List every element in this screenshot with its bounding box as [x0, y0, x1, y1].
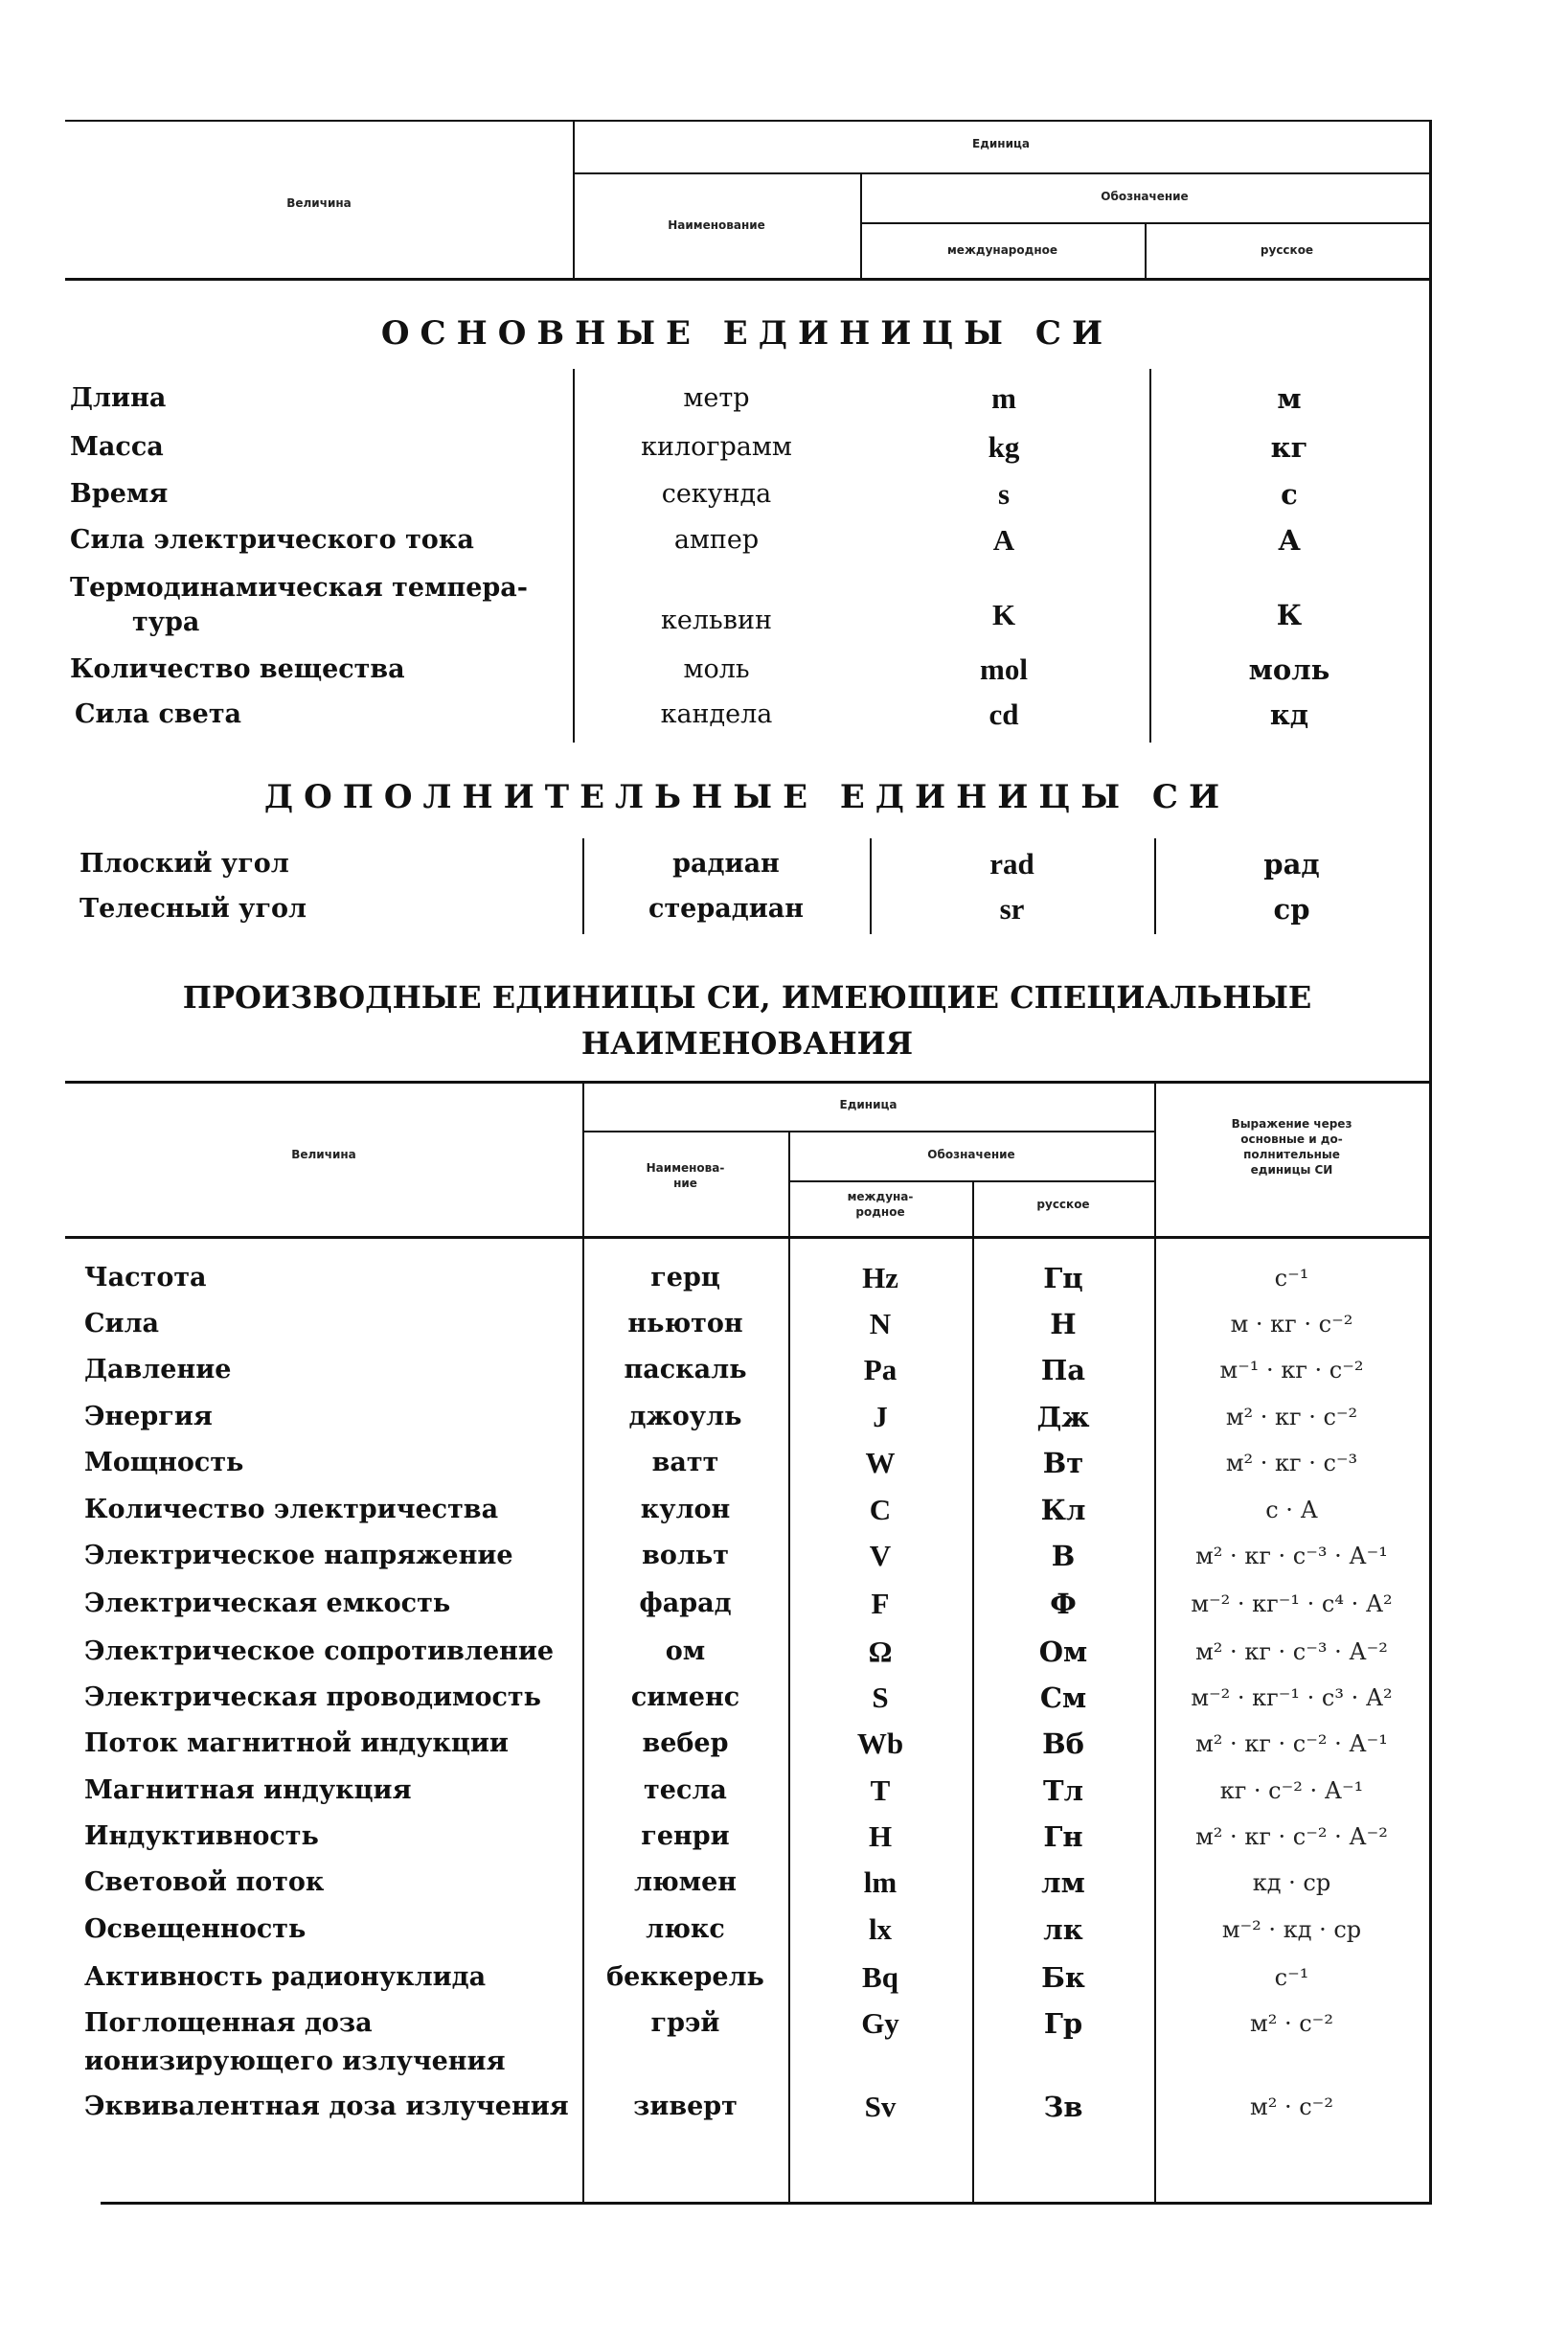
quantity-cell: Сила [84, 1309, 160, 1338]
rus-symbol-cell: лм [1041, 1866, 1085, 1899]
unit-name-cell: радиан [672, 849, 780, 879]
base-units-title: ОСНОВНЫЕ ЕДИНИЦЫ СИ [380, 314, 1114, 353]
derived-header-quantity: Величина [291, 1148, 356, 1161]
unit-name-cell: кандела [660, 699, 773, 729]
bottom-rule [101, 2202, 1432, 2205]
intl-symbol-cell: kg [988, 430, 1020, 464]
derived-header-expression-2: основные и до- [1240, 1132, 1343, 1146]
header-name: Наименование [668, 218, 765, 232]
derived-header-symbol: Обозначение [927, 1148, 1015, 1161]
si-expression-cell: м² · кг · с⁻² · А⁻¹ [1195, 1730, 1388, 1757]
quantity-cell-continued: тура [132, 607, 200, 637]
intl-symbol-cell: S [872, 1681, 889, 1714]
unit-name-cell: беккерель [606, 1962, 764, 1992]
quantity-cell: Время [70, 479, 169, 509]
table-row [65, 1487, 1429, 1533]
intl-symbol-cell: J [873, 1400, 888, 1433]
si-expression-cell: м² · с⁻² [1250, 2093, 1333, 2120]
intl-symbol-cell: Pa [863, 1353, 898, 1386]
rus-symbol-cell: А [1278, 524, 1301, 557]
intl-symbol-cell: rad [989, 847, 1034, 881]
si-expression-cell: м · кг · с⁻² [1230, 1311, 1353, 1338]
unit-name-cell: моль [683, 654, 750, 684]
quantity-cell: Электрическое напряжение [84, 1541, 513, 1570]
intl-symbol-cell: m [991, 381, 1016, 415]
table-row [65, 692, 1429, 738]
intl-symbol-cell: Wb [856, 1727, 904, 1760]
si-expression-cell: м² · кг · с⁻³ · А⁻¹ [1195, 1543, 1388, 1569]
quantity-cell: Сила света [75, 699, 242, 729]
intl-symbol-cell: K [991, 598, 1016, 631]
rus-symbol-cell: кг [1270, 431, 1308, 464]
header-russian: русское [1260, 243, 1314, 257]
rus-symbol-cell: См [1039, 1681, 1087, 1714]
si-expression-cell: с · А [1265, 1497, 1318, 1523]
table-row [65, 1581, 1429, 1627]
unit-name-cell: герц [650, 1263, 720, 1292]
quantity-cell: Масса [70, 432, 164, 462]
unit-name-cell: кулон [640, 1495, 731, 1524]
rus-symbol-cell: Гн [1043, 1820, 1083, 1853]
si-expression-cell: м² · кг · с⁻³ [1225, 1450, 1358, 1476]
derived-header-expression-4: единицы СИ [1250, 1163, 1333, 1177]
intl-symbol-cell: sr [999, 892, 1025, 926]
rus-symbol-cell: Гр [1043, 2007, 1083, 2040]
derived-header-name: Наименова- [646, 1161, 725, 1175]
intl-symbol-cell: W [865, 1446, 896, 1479]
table-row [65, 471, 1429, 517]
derived-header-intl: междуна- [847, 1190, 914, 1203]
intl-symbol-cell: T [870, 1773, 891, 1807]
table-row [65, 1814, 1429, 1860]
si-expression-cell: м² · кг · с⁻² [1225, 1404, 1358, 1430]
intl-symbol-cell: Ω [868, 1635, 893, 1668]
si-expression-cell: м² · кг · с⁻² · А⁻² [1195, 1823, 1388, 1850]
table-row [65, 1394, 1429, 1440]
quantity-cell: Эквивалентная доза излучения [84, 2092, 569, 2121]
derived-header-expression-3: полнительные [1243, 1148, 1340, 1161]
table-row [65, 1860, 1429, 1906]
unit-name-cell: генри [641, 1821, 730, 1851]
unit-name-cell: ом [665, 1636, 706, 1666]
unit-name-cell: метр [683, 383, 750, 413]
unit-name-cell: джоуль [628, 1402, 742, 1431]
intl-symbol-cell: Bq [862, 1960, 898, 1994]
table-row [65, 1440, 1429, 1486]
unit-name-cell: ватт [651, 1448, 719, 1477]
unit-name-cell: кельвин [661, 606, 772, 635]
intl-symbol-cell: lx [868, 1912, 893, 1946]
derived-header-expression: Выражение через [1231, 1117, 1352, 1131]
quantity-cell: Частота [84, 1263, 207, 1292]
quantity-cell: Магнитная индукция [84, 1775, 412, 1805]
quantity-cell: Сила электрического тока [70, 525, 474, 555]
table-row [65, 841, 1429, 887]
table-row [65, 1955, 1429, 2001]
table-row [65, 1533, 1429, 1579]
si-expression-cell: кг · с⁻² · А⁻¹ [1219, 1777, 1364, 1804]
rus-symbol-cell: В [1051, 1540, 1076, 1572]
intl-symbol-cell: s [997, 477, 1011, 511]
derived-header-russian: русское [1036, 1198, 1090, 1211]
unit-name-cell: секунда [661, 479, 772, 509]
derived-units-title: ПРОИЗВОДНЫЕ ЕДИНИЦЫ СИ, ИМЕЮЩИЕ СПЕЦИАЛЬНЫЕ [182, 979, 1312, 1016]
table-row [65, 647, 1429, 693]
unit-name-cell: грэй [650, 2008, 720, 2038]
unit-name-cell: килограмм [641, 432, 792, 462]
quantity-cell: Световой поток [84, 1867, 325, 1897]
quantity-cell: Электрическая проводимость [84, 1682, 541, 1712]
intl-symbol-cell: cd [989, 698, 1019, 731]
rus-symbol-cell: Тл [1042, 1774, 1084, 1807]
quantity-cell: Длина [70, 383, 167, 413]
quantity-cell: Электрическая емкость [84, 1589, 451, 1618]
quantity-cell: Поглощенная доза [84, 2008, 373, 2038]
table-row [65, 886, 1429, 932]
si-expression-cell: м⁻² · кд · ср [1221, 1916, 1362, 1943]
rus-symbol-cell: с [1281, 478, 1298, 511]
unit-name-cell: фарад [639, 1589, 732, 1618]
si-expression-cell: м² · кг · с⁻³ · А⁻² [1195, 1638, 1388, 1665]
rus-symbol-cell: Бк [1041, 1961, 1085, 1994]
quantity-cell: Энергия [84, 1402, 213, 1431]
table-row [65, 2001, 1429, 2077]
rus-symbol-cell: лк [1043, 1913, 1083, 1946]
unit-name-cell: вольт [642, 1541, 729, 1570]
rus-symbol-cell: Ф [1050, 1588, 1077, 1620]
unit-name-cell: сименс [630, 1682, 740, 1712]
header-quantity: Величина [286, 196, 352, 210]
table-row [65, 1347, 1429, 1393]
unit-name-cell: зиверт [633, 2092, 738, 2121]
intl-symbol-cell: F [871, 1587, 890, 1620]
si-expression-cell: м⁻¹ · кг · с⁻² [1219, 1357, 1364, 1384]
rus-symbol-cell: Вб [1042, 1727, 1084, 1760]
quantity-cell: Поток магнитной индукции [84, 1728, 509, 1758]
quantity-cell: Электрическое сопротивление [84, 1636, 555, 1666]
si-expression-cell: м² · с⁻² [1250, 2010, 1333, 2037]
table-row [65, 1721, 1429, 1767]
quantity-cell: Мощность [84, 1448, 244, 1477]
table-row [65, 376, 1429, 422]
unit-name-cell: люкс [646, 1914, 725, 1944]
unit-name-cell: вебер [642, 1728, 729, 1758]
table-row [65, 424, 1429, 470]
intl-symbol-cell: A [992, 523, 1015, 557]
rus-symbol-cell: Кл [1040, 1494, 1086, 1526]
rus-symbol-cell: рад [1263, 848, 1320, 881]
si-expression-cell: с⁻¹ [1274, 1265, 1309, 1292]
quantity-cell-continued: ионизирующего излучения [84, 2047, 506, 2076]
intl-symbol-cell: N [869, 1307, 892, 1340]
rus-symbol-cell: К [1276, 599, 1303, 631]
intl-symbol-cell: Hz [862, 1261, 898, 1294]
header-symbol: Обозначение [1101, 190, 1189, 203]
rus-symbol-cell: Па [1040, 1354, 1086, 1386]
quantity-cell: Освещенность [84, 1914, 307, 1944]
si-expression-cell: м⁻² · кг⁻¹ · с⁴ · А² [1191, 1590, 1393, 1617]
quantity-cell: Телесный угол [80, 894, 307, 924]
unit-name-cell: паскаль [624, 1355, 747, 1384]
intl-symbol-cell: V [869, 1539, 892, 1572]
rus-symbol-cell: Вт [1042, 1447, 1084, 1479]
table-row [65, 1907, 1429, 1953]
rus-symbol-cell: ср [1273, 893, 1310, 926]
table-row [65, 1629, 1429, 1675]
supplementary-units-title: ДОПОЛНИТЕЛЬНЫЕ ЕДИНИЦЫ СИ [263, 778, 1231, 816]
derived-units-title-continued: НАИМЕНОВАНИЯ [580, 1025, 914, 1062]
unit-name-cell: люмен [633, 1867, 738, 1897]
header-unit: Единица [972, 137, 1030, 150]
rus-symbol-cell: моль [1248, 653, 1330, 686]
rus-symbol-cell: Ом [1038, 1635, 1088, 1668]
unit-name-cell: стерадиан [648, 894, 804, 924]
rus-symbol-cell: м [1277, 382, 1302, 415]
si-expression-cell: м⁻² · кг⁻¹ · с³ · А² [1191, 1684, 1393, 1711]
table-row [65, 517, 1429, 563]
table-row [65, 1768, 1429, 1814]
rus-symbol-cell: кд [1269, 698, 1309, 731]
intl-symbol-cell: H [868, 1819, 893, 1853]
rus-symbol-cell: Н [1050, 1308, 1077, 1340]
intl-symbol-cell: C [869, 1493, 892, 1526]
si-expression-cell: кд · ср [1252, 1869, 1331, 1896]
unit-name-cell: тесла [644, 1775, 727, 1805]
derived-header-intl-continued: родное [855, 1205, 905, 1219]
quantity-cell: Индуктивность [84, 1821, 319, 1851]
table-row [65, 1255, 1429, 1301]
quantity-cell: Термодинамическая темпера- [70, 573, 528, 603]
derived-header-name-continued: ние [673, 1177, 697, 1190]
intl-symbol-cell: Gy [861, 2006, 899, 2040]
intl-symbol-cell: mol [980, 652, 1028, 686]
header-international: международное [947, 243, 1057, 257]
quantity-cell: Количество электричества [84, 1495, 499, 1524]
si-expression-cell: с⁻¹ [1274, 1964, 1309, 1991]
derived-header-unit: Единица [839, 1098, 898, 1111]
rus-symbol-cell: Дж [1036, 1401, 1090, 1433]
quantity-cell: Плоский угол [80, 849, 289, 879]
table-row [65, 1301, 1429, 1347]
quantity-cell: Давление [84, 1355, 232, 1384]
rus-symbol-cell: Гц [1043, 1262, 1083, 1294]
unit-name-cell: ампер [673, 525, 760, 555]
table-row [65, 1675, 1429, 1721]
rus-symbol-cell: Зв [1043, 2091, 1083, 2123]
table-row [65, 2084, 1429, 2130]
table-row [65, 571, 1429, 640]
intl-symbol-cell: lm [863, 1865, 898, 1899]
quantity-cell: Активность радионуклида [84, 1962, 487, 1992]
intl-symbol-cell: Sv [864, 2090, 897, 2123]
quantity-cell: Количество вещества [70, 654, 405, 684]
unit-name-cell: ньютон [627, 1309, 743, 1338]
